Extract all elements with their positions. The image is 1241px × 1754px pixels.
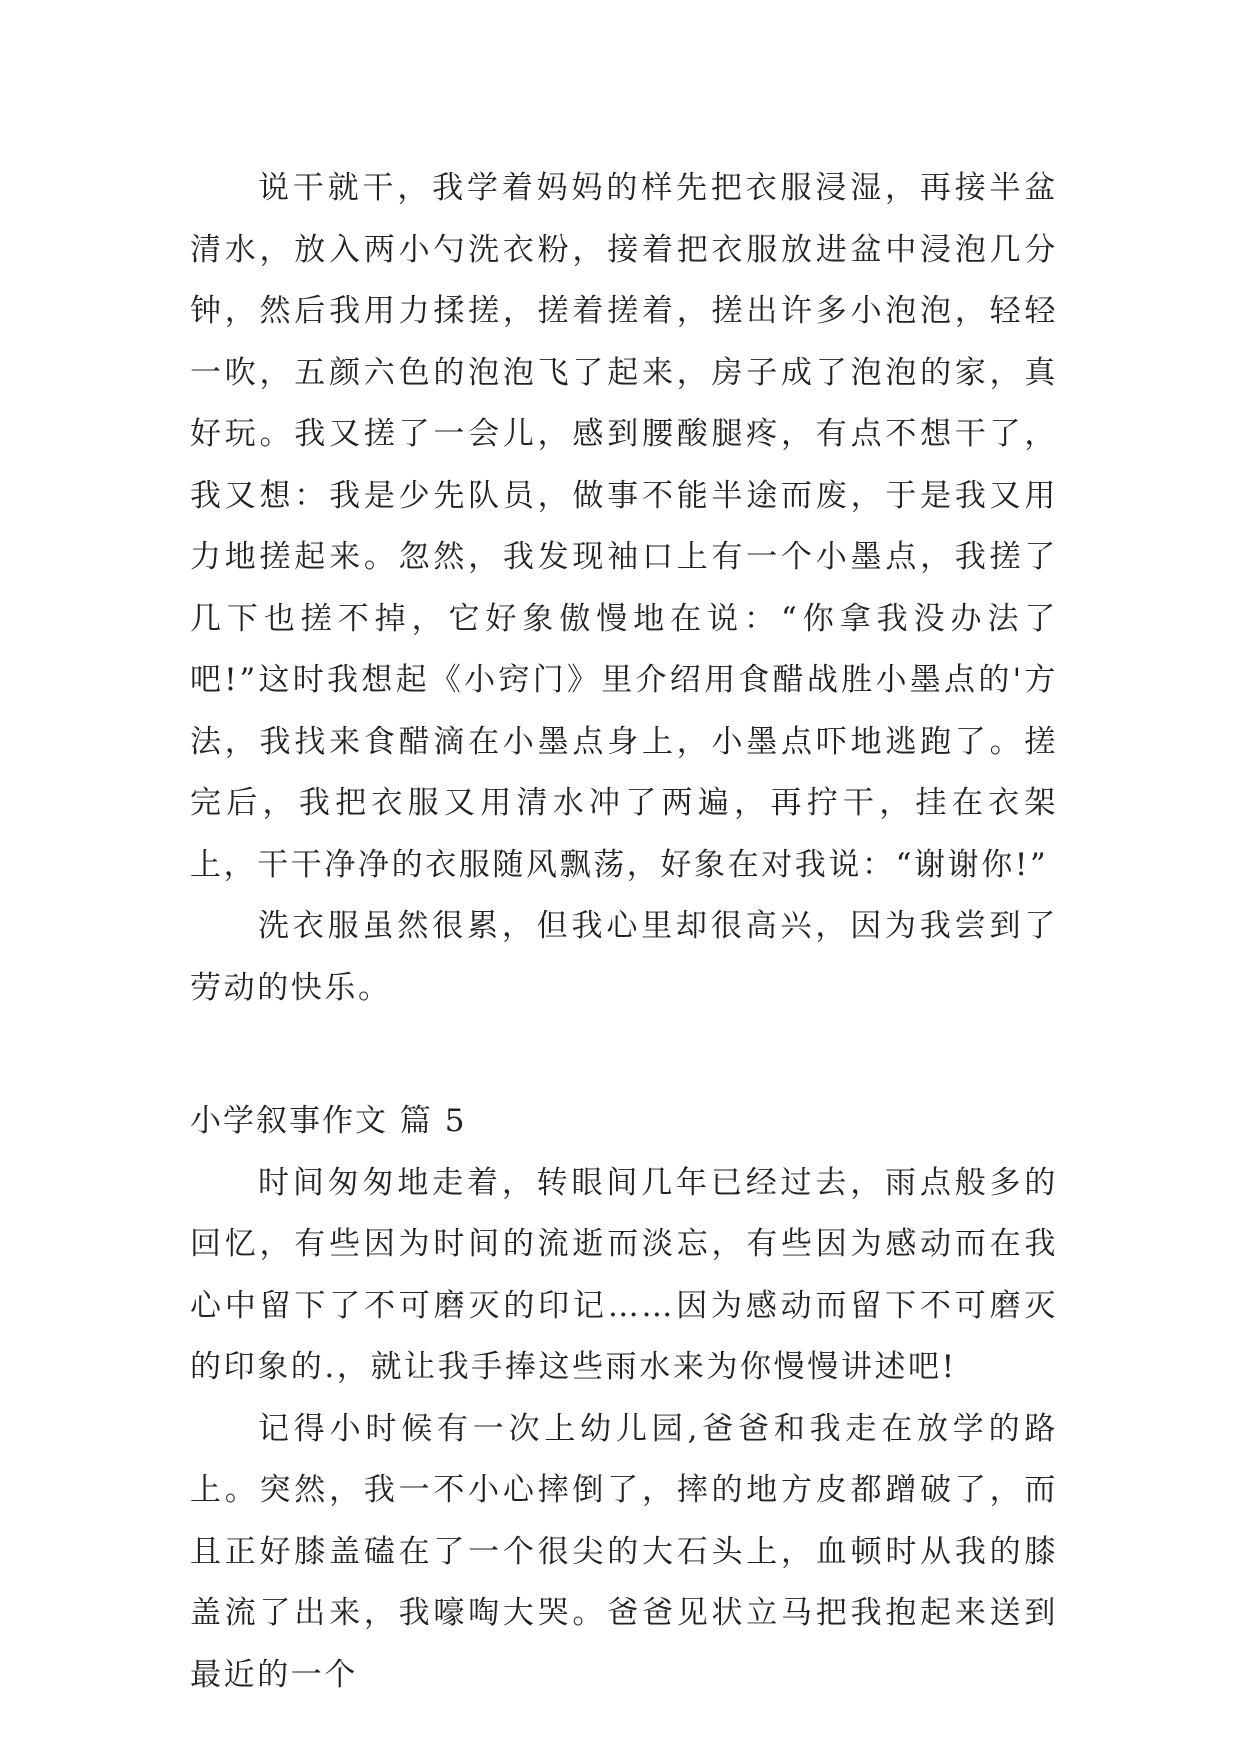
- paragraph-memories-intro: 时间匆匆地走着，转眼间几年已经过去，雨点般多的回忆，有些因为时间的流逝而淡忘，有些因为感动而在我心中留下了不可磨灭的印记……因为感动而留下不可磨灭的印象的.，就让我手捧这些雨水来为你慢慢讲述吧!: [190, 1164, 1058, 1385]
- paragraph-kindergarten-story: 记得小时候有一次上幼儿园,爸爸和我走在放学的路上。突然，我一不小心摔倒了，摔的地方皮都蹭破了，而且正好膝盖磕在了一个很尖的大石头上，血顿时从我的膝盖流了出来，我嚎啕大哭。爸爸见状立马把我抱起来送到最近的一个: [190, 1410, 1058, 1693]
- paragraph-laundry-story: 说干就干，我学着妈妈的样先把衣服浸湿，再接半盆清水，放入两小勺洗衣粉，接着把衣服放进盆中浸泡几分钟，然后我用力揉搓，搓着搓着，搓出许多小泡泡，轻轻一吹，五颜六色的泡泡飞了起来，房子成了泡泡的家，真好玩。我又搓了一会儿，感到腰酸腿疼，有点不想干了，我又想：我是少先队员，做事不能半途而废，于是我又用力地搓起来。忽然，我发现袖口上有一个小墨点，我搓了几下也搓不掉，它好象傲慢地在说：“你拿我没办法了吧!”这时我想起《小窍门》里介绍用食醋战胜小墨点的'方法，我找来食醋滴在小墨点身上，小墨点吓地逃跑了。搓完后，我把衣服又用清水冲了两遍，再拧干，挂在衣架上，干干净净的衣服随风飘荡，好象在对我说：“谢谢你!”: [190, 170, 1058, 883]
- paragraph-laundry-conclusion: 洗衣服虽然很累，但我心里却很高兴，因为我尝到了劳动的快乐。: [190, 908, 1058, 1006]
- document-body: [190, 158, 1058, 1706]
- section-title: 小学叙事作文 篇 5: [190, 1103, 467, 1139]
